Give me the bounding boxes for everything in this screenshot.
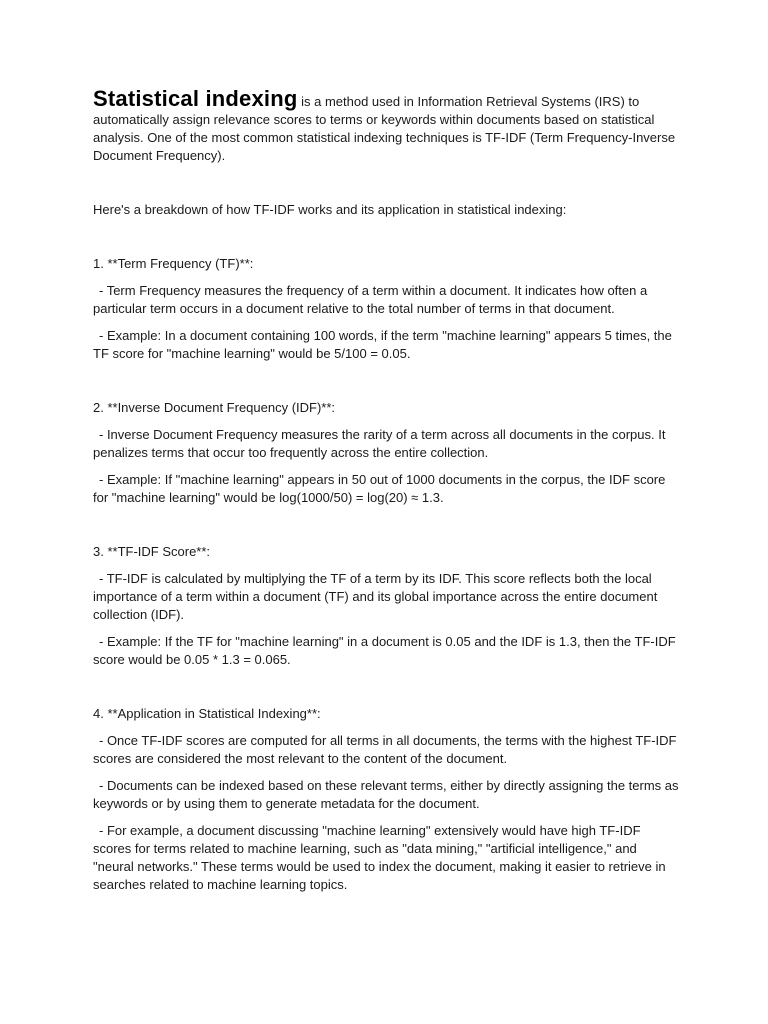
document-title: Statistical indexing [93, 86, 298, 111]
section-item: - Example: If the TF for "machine learning" in a document is 0.05 and the IDF is 1.3, then the TF-IDF score would be 0.05 * 1.3 = 0.065. [93, 634, 676, 667]
section-item: - For example, a document discussing "machine learning" extensively would have high TF-IDF scores for terms related to machine learning, such as "data mining," "artificial intelligence," and "neural networks." These terms would be used to index the document, making it easier to retrieve in searches related to machine learning topics. [93, 823, 666, 892]
breakdown-paragraph: Here's a breakdown of how TF-IDF works and its application in statistical indexing: [93, 202, 567, 217]
intro-text: is a method used in Information Retrieval Systems (IRS) to automatically assign relevance scores to terms or keywords within documents based on statistical analysis. One of the most common statistical indexing techniques is TF-IDF (Term Frequency-Inverse Document Frequency). [93, 94, 676, 163]
section-heading-tfidf: 3. **TF-IDF Score**: [93, 544, 211, 559]
section-item: - Example: If "machine learning" appears in 50 out of 1000 documents in the corpus, the IDF score for "machine learning" would be log(1000/50) = log(20) ≈ 1.3. [93, 472, 666, 505]
intro-paragraph [93, 88, 681, 165]
section-item: - TF-IDF is calculated by multiplying the TF of a term by its IDF. This score reflects both the local importance of a term within a document (TF) and its global importance across the entire document collection (IDF). [93, 571, 658, 622]
document-page [93, 88, 681, 894]
section-item: - Term Frequency measures the frequency of a term within a document. It indicates how often a particular term occurs in a document relative to the total number of terms in that document. [93, 283, 648, 316]
section-heading-idf: 2. **Inverse Document Frequency (IDF)**: [93, 400, 336, 415]
section-item: - Example: In a document containing 100 words, if the term "machine learning" appears 5 times, the TF score for "machine learning" would be 5/100 = 0.05. [93, 328, 672, 361]
section-item: - Inverse Document Frequency measures the rarity of a term across all documents in the corpus. It penalizes terms that occur too frequently across the entire collection. [93, 427, 666, 460]
section-item: - Once TF-IDF scores are computed for all terms in all documents, the terms with the highest TF-IDF scores are considered the most relevant to the content of the document. [93, 733, 677, 766]
section-heading-application: 4. **Application in Statistical Indexing**: [93, 706, 321, 721]
section-heading-tf: 1. **Term Frequency (TF)**: [93, 256, 254, 271]
section-item: - Documents can be indexed based on these relevant terms, either by directly assigning the terms as keywords or by using them to generate metadata for the document. [93, 778, 679, 811]
